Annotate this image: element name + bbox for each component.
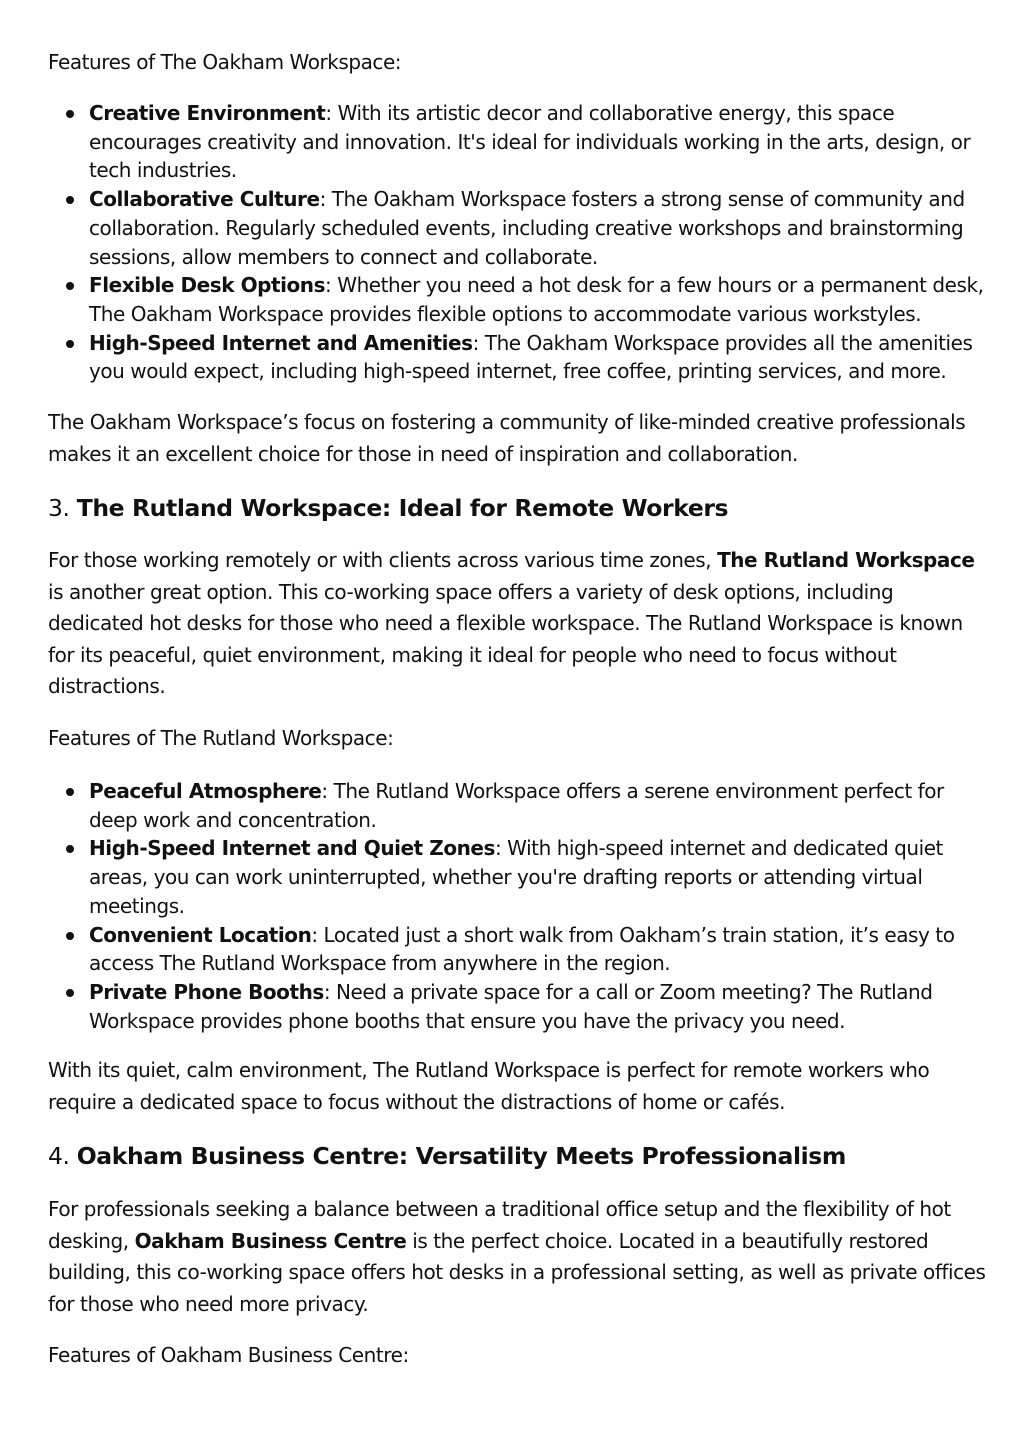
feature-term: Creative Environment (89, 101, 326, 125)
list-item (48, 777, 988, 834)
obc-features-intro: Features of Oakham Business Centre: (48, 1343, 409, 1367)
feature-term: Flexible Desk Options (89, 273, 326, 298)
feature-text: : Need a private space for a call or Zoom meeting? The Rutland Workspace provides phone booths that ensure you have the privacy you need. (89, 979, 933, 1033)
feature-term: Convenient Location (89, 922, 312, 947)
list-item (48, 99, 988, 185)
list-item (48, 185, 988, 271)
list-item (48, 834, 988, 920)
feature-text: : The Oakham Workspace provides all the amenities you would expect, including high-speed internet, free coffee, printing services, and more. (89, 330, 973, 384)
list-item (48, 329, 988, 386)
feature-text: : The Rutland Workspace offers a serene environment perfect for deep work and concentration. (89, 779, 944, 832)
feature-term: High-Speed Internet and Amenities (89, 330, 473, 355)
list-item (48, 921, 988, 978)
oakham-features-intro: Features of The Oakham Workspace: (48, 50, 402, 74)
feature-text: : With its artistic decor and collaborative energy, this space encourages creativity and innovation. It's ideal for individuals working in the arts, design, or tech industries. (89, 101, 971, 183)
feature-term: Private Phone Booths (89, 979, 324, 1004)
oakham-summary: The Oakham Workspace’s focus on fostering a community of like-minded creative professionals makes it an excellent choice for those in need of inspiration and collaboration. (48, 410, 966, 466)
feature-text: : With high-speed internet and dedicated quiet areas, you can work uninterrupted, whether you're drafting reports or attending virtual meetings. (89, 836, 943, 918)
obc-intro: For professionals seeking a balance between a traditional office setup and the flexibility of hot desking, Oakham Business Centre is the perfect choice. Located in a beautifully restored building, this co-working space offers hot desks in a professional setting, as well as private offices for those who need more privacy. (48, 1197, 986, 1316)
feature-text: : Whether you need a hot desk for a few hours or a permanent desk, The Oakham Workspace provides flexible options to accommodate various workstyles. (89, 273, 984, 326)
rutland-summary: With its quiet, calm environment, The Rutland Workspace is perfect for remote workers who require a dedicated space to focus without the distractions of home or cafés. (48, 1058, 930, 1114)
rutland-name: The Rutland Workspace (717, 548, 975, 572)
rutland-features-list (48, 777, 988, 1035)
list-item (48, 978, 988, 1035)
section-heading-rutland (48, 491, 988, 525)
feature-text: : The Oakham Workspace fosters a strong sense of community and collaboration. Regularly scheduled events, including creative workshops and brainstorming sessions, allow members to connect and collaborate. (89, 187, 965, 269)
section-title: Oakham Business Centre: Versatility Meets Professionalism (76, 1142, 846, 1170)
feature-term: High-Speed Internet and Quiet Zones (89, 836, 495, 861)
section-heading-obc (48, 1139, 988, 1173)
feature-term: Peaceful Atmosphere (89, 779, 322, 803)
section-number: 3. (48, 494, 70, 522)
section-number: 4. (48, 1142, 70, 1170)
rutland-features-intro: Features of The Rutland Workspace: (48, 726, 394, 750)
list-item (48, 271, 988, 328)
section-title: The Rutland Workspace: Ideal for Remote Workers (76, 494, 729, 522)
oakham-features-list (48, 99, 988, 386)
feature-term: Collaborative Culture (89, 187, 320, 212)
obc-name: Oakham Business Centre (134, 1228, 407, 1253)
feature-text: : Located just a short walk from Oakham’s train station, it’s easy to access The Rutland Workspace from anywhere in the region. (89, 922, 955, 976)
rutland-intro: For those working remotely or with clients across various time zones, The Rutland Workspace is another great option. This co-working space offers a variety of desk options, including dedicated hot desks for those who need a flexible workspace. The Rutland Workspace is known for its peaceful, quiet environment, making it ideal for people who need to focus without distractions. (48, 548, 975, 698)
